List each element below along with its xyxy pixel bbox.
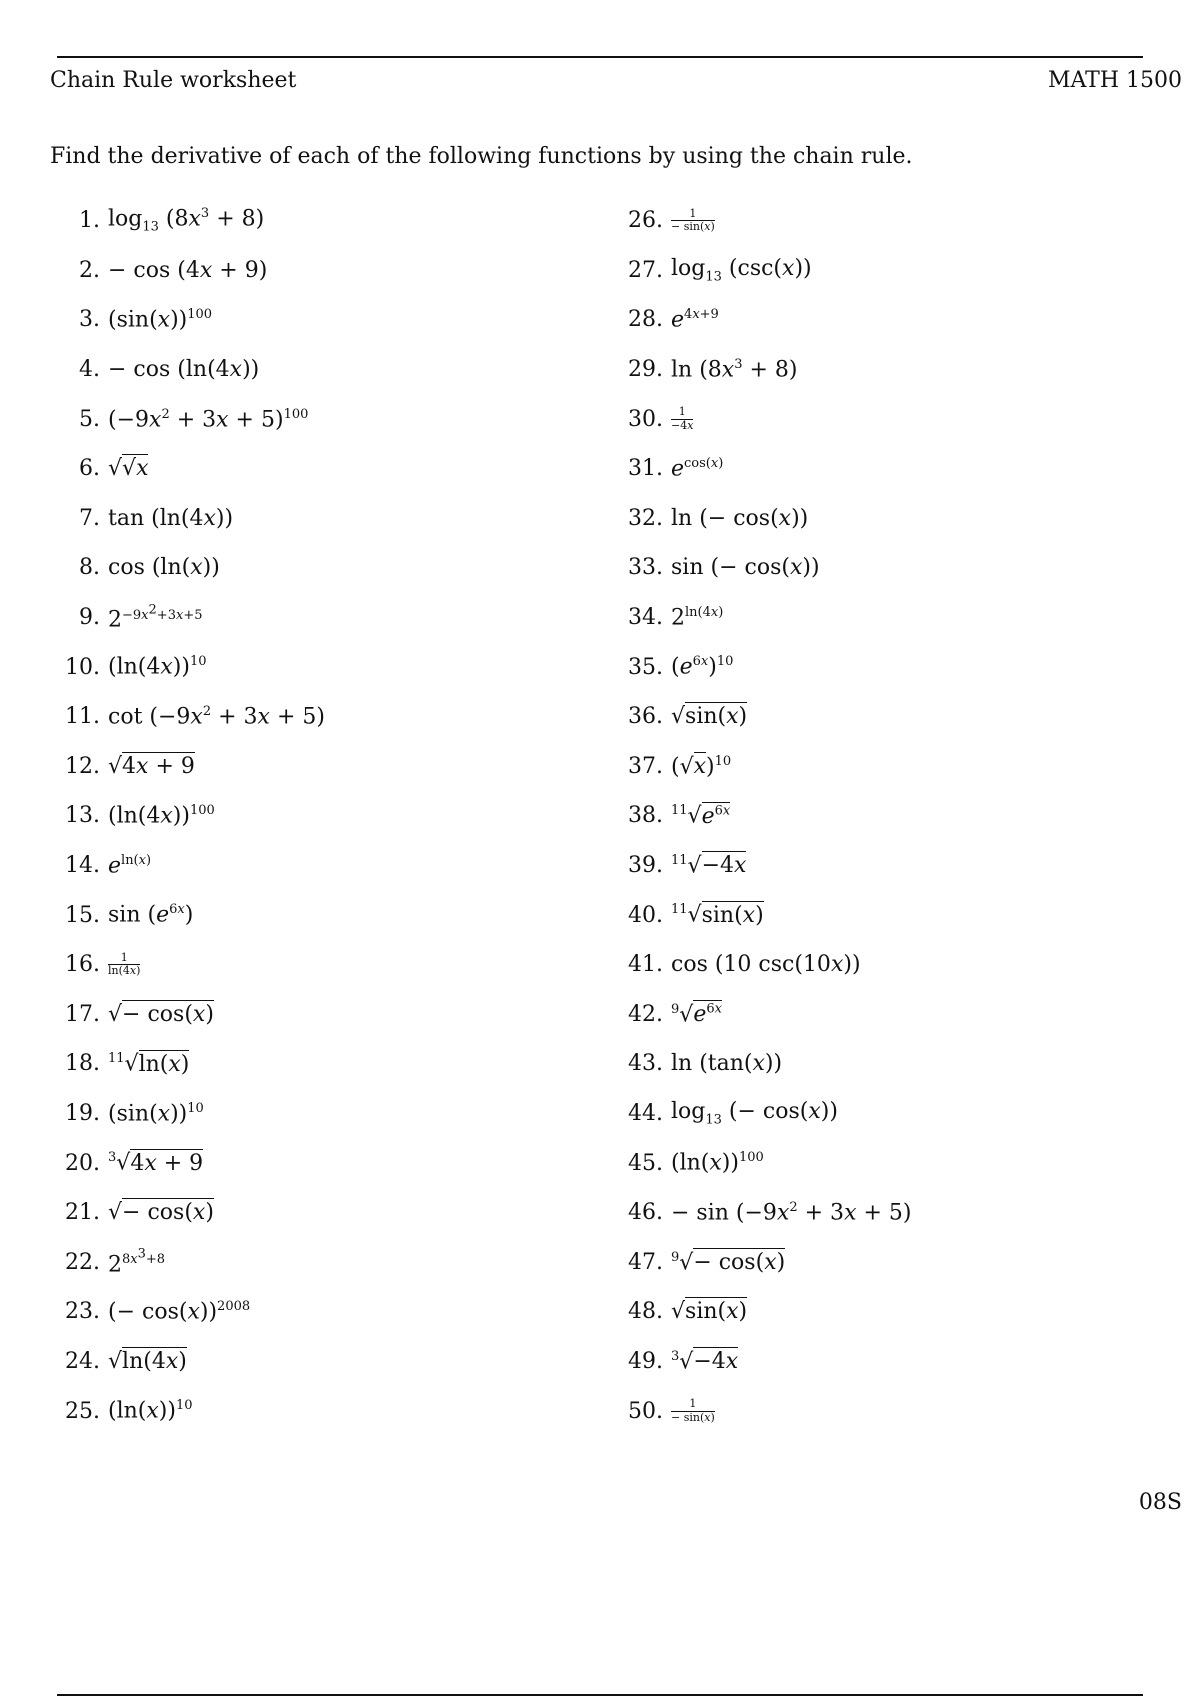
- problem-item: [50, 642, 610, 692]
- problem-expression: $2^{ln(4x)}$: [671, 604, 724, 631]
- problem-expression: $(\ln(4x))^{10}$: [108, 654, 207, 680]
- problem-number: 23.: [65, 1299, 100, 1325]
- problem-number: 11.: [65, 704, 100, 730]
- problem-item: [50, 444, 610, 494]
- problem-number: 24.: [65, 1348, 100, 1374]
- problem-expression: $\frac{1}{- \sin(x)}$: [671, 206, 715, 234]
- problem-item: [50, 990, 610, 1040]
- problem-item: [613, 1089, 1173, 1139]
- problem-expression: $^9√e^{6x}$: [671, 1001, 722, 1027]
- problem-column-right: [613, 196, 1173, 1436]
- problem-item: [50, 246, 610, 296]
- problem-number: 5.: [79, 406, 100, 432]
- problem-item: [50, 791, 610, 841]
- problem-item: [613, 494, 1173, 544]
- problem-item: [50, 593, 610, 643]
- problem-number: 19.: [65, 1100, 100, 1126]
- problem-number: 40.: [628, 902, 663, 928]
- problem-item: [613, 742, 1173, 792]
- problem-number: 42.: [628, 1001, 663, 1027]
- problem-item: [613, 394, 1173, 444]
- problem-number: 9.: [79, 605, 100, 631]
- problem-expression: $\log_{13} (\csc(x))$: [671, 256, 812, 285]
- problem-item: [50, 1287, 610, 1337]
- problem-number: 26.: [628, 208, 663, 234]
- problem-item: [50, 742, 610, 792]
- problem-item: [613, 1287, 1173, 1337]
- problem-expression: cos (ln(x)): [108, 555, 220, 581]
- problem-number: 3.: [79, 307, 100, 333]
- problem-expression: $^{11}√e^{6x}$: [671, 803, 731, 829]
- problem-expression: $^{11}$√−4x: [671, 852, 747, 879]
- problem-expression: $\sin (e^{6x})$: [108, 902, 194, 928]
- problem-number: 20.: [65, 1150, 100, 1176]
- problem-number: 4.: [79, 357, 100, 383]
- problem-item: [50, 1188, 610, 1238]
- bottom-rule: [57, 1694, 1143, 1696]
- problem-number: 46.: [628, 1200, 663, 1226]
- problem-number: 41.: [628, 952, 663, 978]
- problem-number: 28.: [628, 307, 663, 333]
- problem-number: 27.: [628, 257, 663, 283]
- problem-number: 36.: [628, 704, 663, 730]
- worksheet-title: Chain Rule worksheet: [50, 68, 297, 93]
- problem-expression: $\frac{1}{-4x}$: [671, 405, 694, 432]
- problem-expression: $^3$√4x + 9: [108, 1150, 204, 1176]
- problem-number: 22.: [65, 1249, 100, 1275]
- problem-number: 45.: [628, 1150, 663, 1176]
- problem-item: [613, 246, 1173, 296]
- problem-expression: $e^{ln(x)}$: [108, 852, 152, 879]
- problem-item: [613, 1039, 1173, 1089]
- problem-item: [50, 1039, 610, 1089]
- problem-item: [613, 1138, 1173, 1188]
- problem-number: 1.: [79, 208, 100, 234]
- problem-expression: $\log_{13} (8x^3 + 8)$: [108, 206, 265, 236]
- problem-item: [613, 196, 1173, 246]
- problem-item: [613, 345, 1173, 395]
- problem-number: 49.: [628, 1348, 663, 1374]
- top-rule: [57, 56, 1143, 58]
- problem-number: 18.: [65, 1051, 100, 1077]
- problem-item: [50, 394, 610, 444]
- problem-number: 8.: [79, 555, 100, 581]
- problem-item: [613, 692, 1173, 742]
- problem-number: 10.: [65, 654, 100, 680]
- problem-item: [50, 841, 610, 891]
- problem-number: 34.: [628, 605, 663, 631]
- problem-number: 12.: [65, 753, 100, 779]
- problem-number: 50.: [628, 1398, 663, 1424]
- problem-expression: (− cos(x))$^{2008}$: [108, 1299, 251, 1325]
- problem-expression: √ln(4x): [108, 1348, 187, 1374]
- problem-expression: $2^{8x^3+8}$: [108, 1246, 166, 1278]
- problem-item: [613, 890, 1173, 940]
- problem-expression: $e^{cos(x)}$: [671, 456, 724, 482]
- problem-number: 44.: [628, 1100, 663, 1126]
- problem-number: 37.: [628, 753, 663, 779]
- problem-expression: $(e^{6x})^{10}$: [671, 654, 734, 680]
- problem-item: [613, 1337, 1173, 1387]
- problem-item: [50, 295, 610, 345]
- problem-expression: − cos (ln(4x)): [108, 357, 260, 383]
- problem-expression: √sin(x): [671, 704, 748, 730]
- problem-item: [613, 1386, 1173, 1436]
- problem-item: [50, 196, 610, 246]
- problem-item: [50, 940, 610, 990]
- problem-expression: √4x + 9: [108, 753, 195, 779]
- problem-expression: √− cos(x): [108, 1001, 214, 1027]
- problem-item: [613, 295, 1173, 345]
- problem-number: 16.: [65, 952, 100, 978]
- problem-expression: sin (− cos(x)): [671, 555, 820, 581]
- problem-expression: √− cos(x): [108, 1200, 214, 1226]
- problem-column-left: [50, 196, 610, 1436]
- problem-number: 14.: [65, 853, 100, 879]
- problem-expression: $2^{-9x^2+3x+5}$: [108, 602, 203, 633]
- problem-expression: $(\sin(x))^{10}$: [108, 1100, 204, 1127]
- problem-expression: − $\sin (-9x^2 + 3x + 5)$: [671, 1200, 912, 1226]
- problem-item: [613, 940, 1173, 990]
- problem-expression: √√x: [108, 456, 149, 482]
- problem-expression: $\frac{1}{- \sin(x)}$: [671, 1396, 715, 1424]
- problem-number: 13.: [65, 803, 100, 829]
- problem-item: [613, 990, 1173, 1040]
- problem-item: [50, 692, 610, 742]
- problem-item: [50, 890, 610, 940]
- problem-number: 29.: [628, 357, 663, 383]
- problem-number: 30.: [628, 406, 663, 432]
- problem-expression: $(\ln(4x))^{100}$: [108, 803, 215, 829]
- problem-number: 21.: [65, 1200, 100, 1226]
- problem-number: 15.: [65, 902, 100, 928]
- problem-expression: $(\ln(x))^{100}$: [671, 1150, 764, 1176]
- problem-expression: − cos (4x + 9): [108, 257, 268, 283]
- problem-item: [613, 841, 1173, 891]
- problem-expression: $\frac{1}{\ln(4x)}$: [108, 950, 141, 978]
- problem-expression: $\ln (8x^3 + 8)$: [671, 356, 798, 383]
- problem-expression: cos (10 csc(10x)): [671, 952, 861, 978]
- problem-item: [50, 494, 610, 544]
- version-code: 08S: [1138, 1490, 1182, 1515]
- course-code: MATH 1500: [1047, 68, 1182, 93]
- problem-number: 31.: [628, 456, 663, 482]
- problem-number: 7.: [79, 505, 100, 531]
- problem-number: 2.: [79, 257, 100, 283]
- problem-expression: $\log_{13}$ (− cos(x)): [671, 1099, 838, 1128]
- problem-item: [50, 1237, 610, 1287]
- problem-expression: $e^{4x+9}$: [671, 307, 719, 333]
- problem-number: 32.: [628, 505, 663, 531]
- problem-item: [613, 791, 1173, 841]
- problem-item: [50, 543, 610, 593]
- problem-item: [50, 1138, 610, 1188]
- problem-number: 17.: [65, 1001, 100, 1027]
- problem-item: [613, 543, 1173, 593]
- problem-expression: ln (tan(x)): [671, 1051, 783, 1077]
- instructions: Find the derivative of each of the following functions by using the chain rule.: [50, 144, 913, 169]
- problem-item: [50, 1386, 610, 1436]
- problem-number: 35.: [628, 654, 663, 680]
- problem-expression: tan (ln(4x)): [108, 505, 234, 531]
- problem-expression: $^9$√− cos(x): [671, 1249, 786, 1275]
- problem-number: 38.: [628, 803, 663, 829]
- problem-item: [613, 444, 1173, 494]
- problem-expression: √sin(x): [671, 1299, 748, 1325]
- problem-expression: $(\sin(x))^{100}$: [108, 307, 213, 333]
- problem-expression: $(√x)^{10}$: [671, 753, 732, 779]
- problem-expression: $(-9x^2 + 3x + 5)^{100}$: [108, 406, 309, 432]
- problem-item: [613, 1188, 1173, 1238]
- problem-number: 48.: [628, 1299, 663, 1325]
- problem-expression: $^{11}$√ln(x): [108, 1051, 190, 1077]
- problem-number: 43.: [628, 1051, 663, 1077]
- problem-expression: $^3$√−4x: [671, 1348, 739, 1375]
- problem-expression: ln (− cos(x)): [671, 505, 809, 531]
- problem-number: 6.: [79, 456, 100, 482]
- problem-number: 47.: [628, 1249, 663, 1275]
- problem-number: 33.: [628, 555, 663, 581]
- problem-item: [50, 1089, 610, 1139]
- problem-expression: $(\ln(x))^{10}$: [108, 1398, 193, 1424]
- problem-expression: $\cot (-9x^2 + 3x + 5)$: [108, 704, 325, 730]
- problem-number: 25.: [65, 1398, 100, 1424]
- problem-item: [50, 1337, 610, 1387]
- problem-item: [613, 1237, 1173, 1287]
- problem-item: [613, 642, 1173, 692]
- problem-expression: $^{11}$√sin(x): [671, 902, 764, 928]
- problem-number: 39.: [628, 853, 663, 879]
- problem-item: [613, 593, 1173, 643]
- problem-item: [50, 345, 610, 395]
